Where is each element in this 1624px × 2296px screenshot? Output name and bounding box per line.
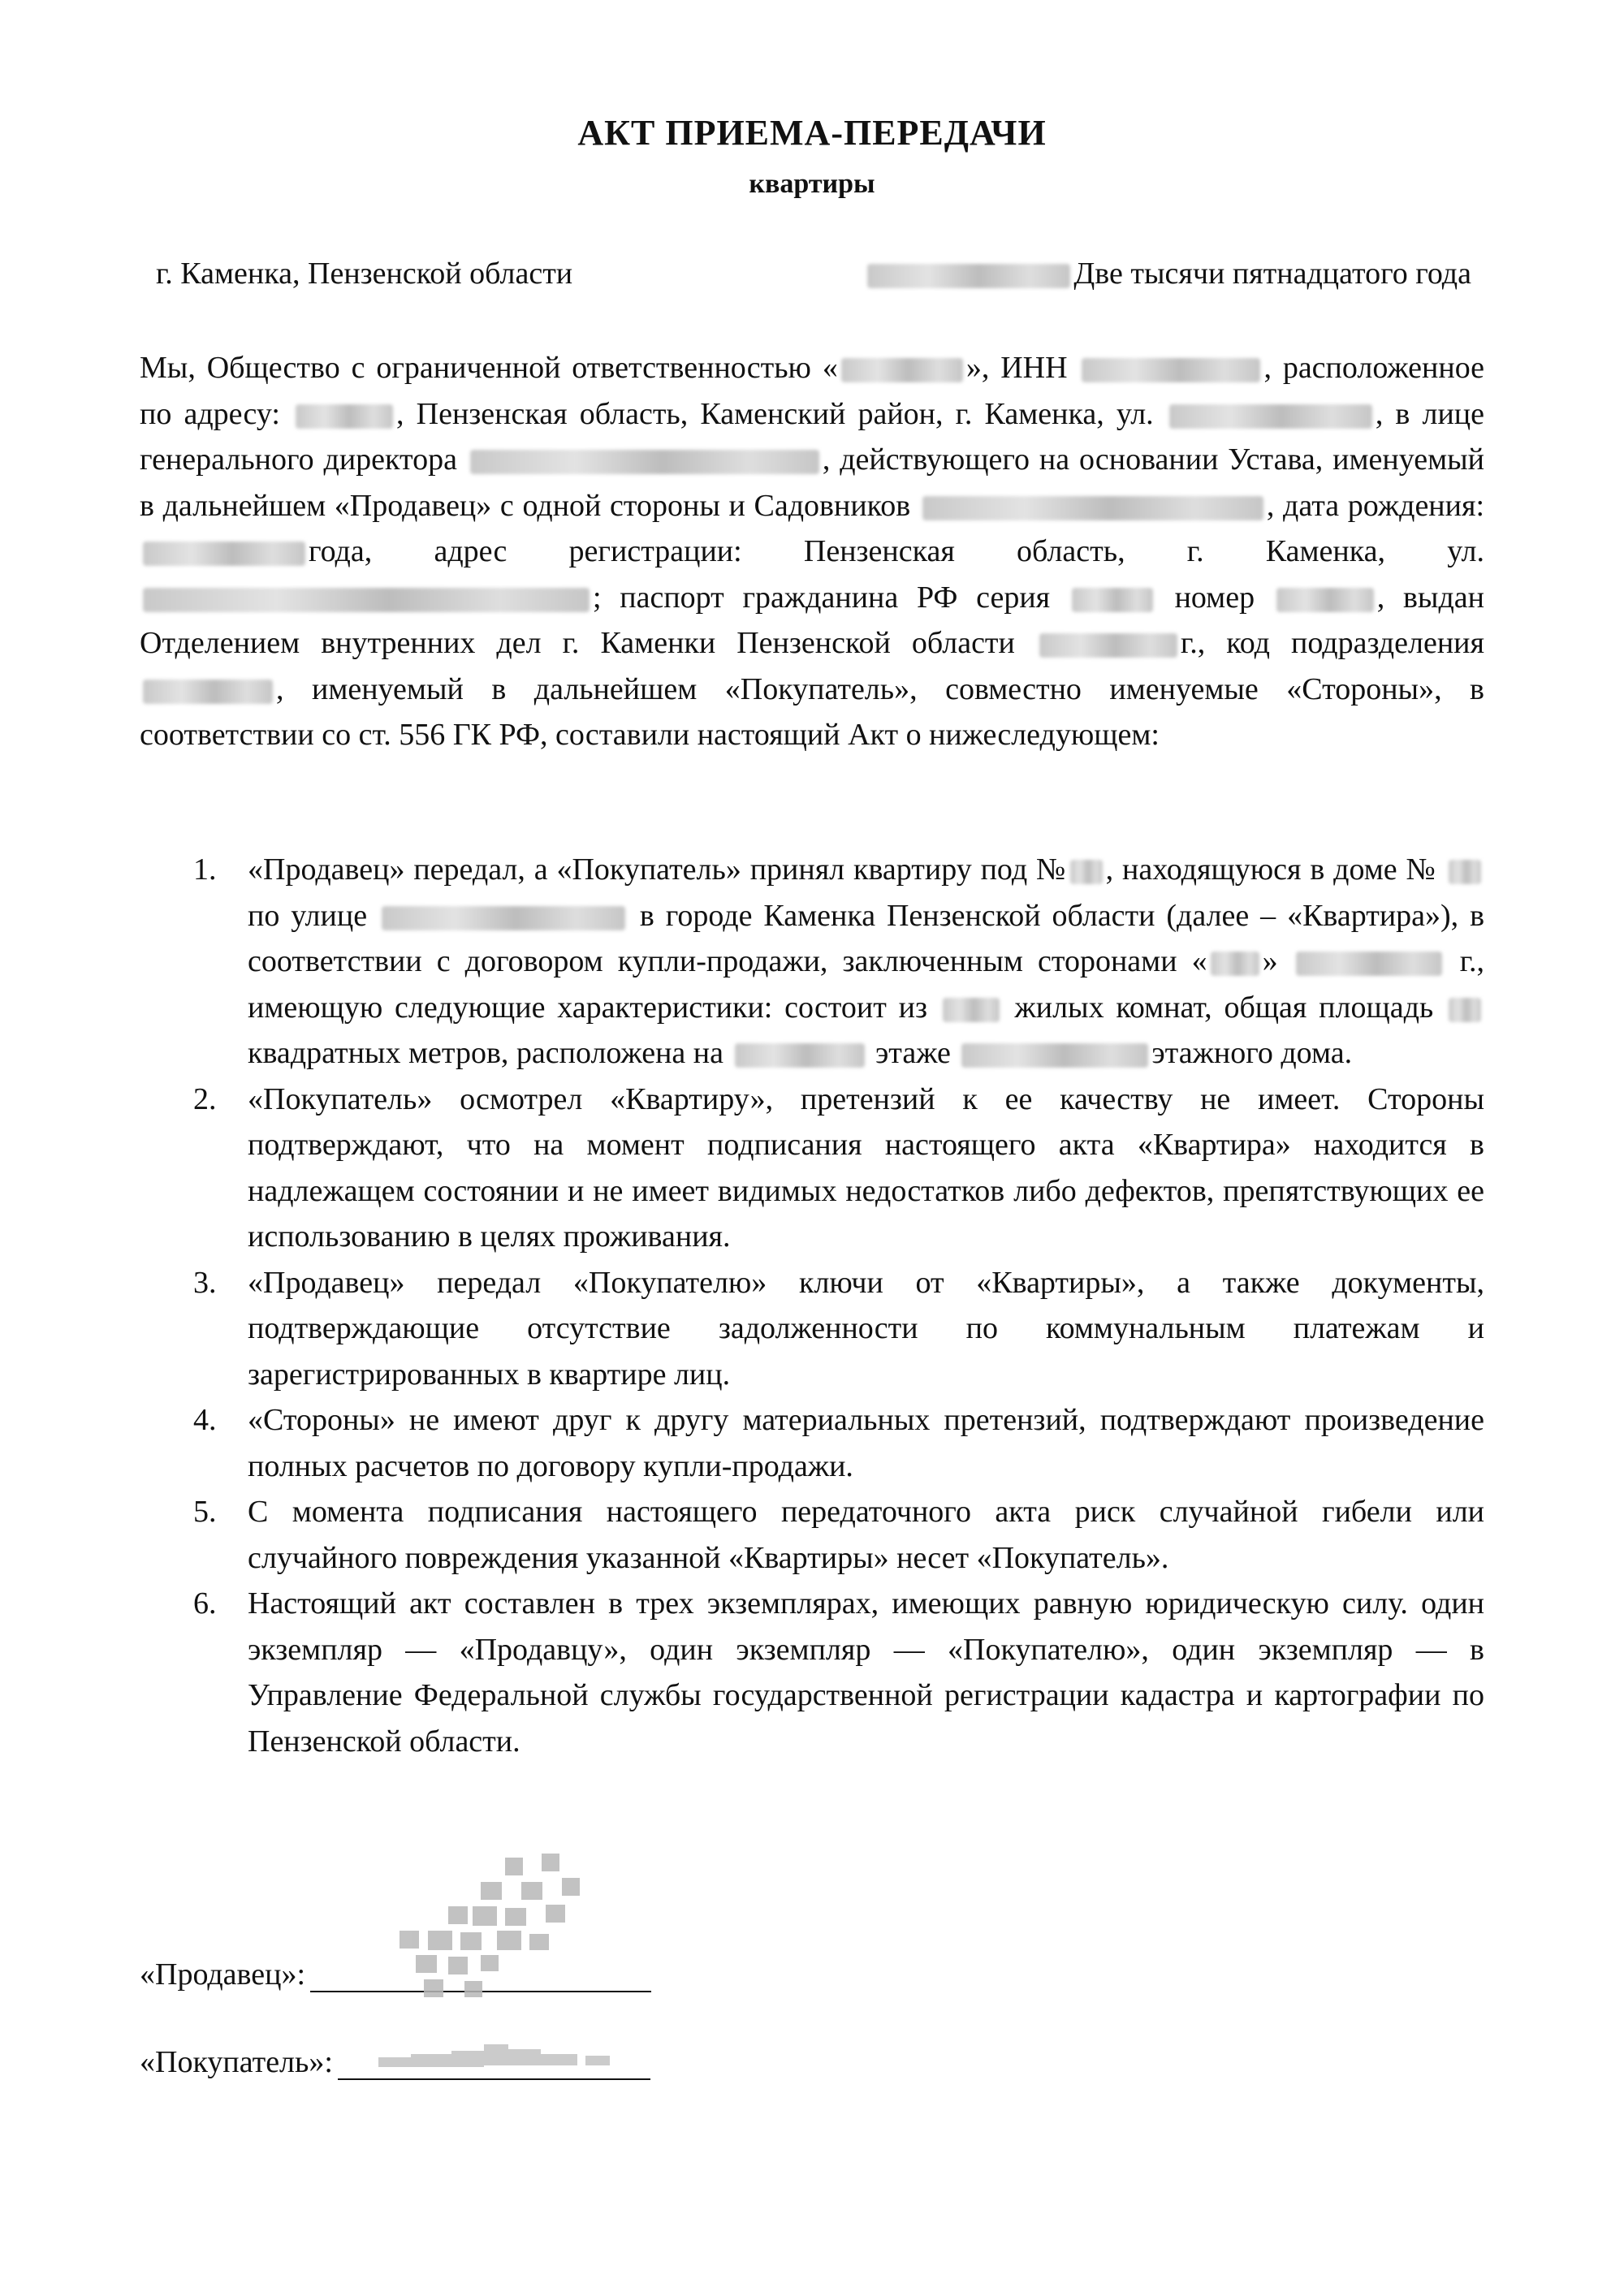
- redacted-field: [1449, 860, 1481, 884]
- date-text: Две тысячи пятнадцатого года: [1073, 257, 1471, 291]
- redacted-field: [1070, 860, 1103, 884]
- preamble-text: , Пензенская область, Каменский район, г. Каменка, ул.: [396, 396, 1154, 431]
- preamble-text: года, адрес регистрации: Пензенская область, г. Каменка, ул.: [309, 534, 1484, 568]
- preamble-text: Мы, Общество с ограниченной ответственностью «: [140, 351, 838, 385]
- buyer-signature-mark: [378, 2041, 638, 2082]
- redacted-field: [470, 450, 819, 474]
- seller-signature-line: [310, 1963, 651, 1992]
- seller-signature-mark: [383, 1849, 676, 2012]
- redacted-field: [143, 588, 590, 612]
- clause-text: «Продавец» передал, а «Покупатель» принял квартиру под №: [248, 852, 1067, 887]
- document-place: г. Каменка, Пензенской области: [156, 257, 573, 291]
- clause-number: 6.: [193, 1586, 217, 1621]
- redacted-field: [1072, 588, 1153, 612]
- redacted-field: [841, 358, 963, 382]
- clause-number: 4.: [193, 1403, 217, 1437]
- preamble-text: , действующего на основании Устава, именуемый в дальнейшем «Продавец» с одной стороны и Садовников: [140, 442, 1484, 523]
- clause-text: «Продавец» передал «Покупателю» ключи от «Квартиры», а также документы, подтверждающие отсутствие задолженности по коммунальным платежам и зарегистрированных в квартире лиц.: [248, 1265, 1484, 1392]
- buyer-signature-line: [338, 2051, 650, 2080]
- clause-item: [179, 1077, 1484, 1260]
- clause-number: 5.: [193, 1495, 217, 1529]
- clause-item: [179, 847, 1484, 1077]
- preamble-text: ; паспорт гражданина РФ серия: [593, 580, 1051, 615]
- redacted-field: [1082, 358, 1260, 382]
- clause-text: квадратных метров, расположена на: [248, 1036, 723, 1070]
- redacted-field: [867, 264, 1070, 288]
- preamble-text: , дата рождения:: [1266, 488, 1485, 523]
- buyer-label: «Покупатель»:: [140, 2045, 333, 2079]
- preamble-text: , расположенное по адресу:: [140, 351, 1485, 431]
- preamble-text: , именуемый в дальнейшем «Покупатель», совместно именуемые «Стороны», в соответствии со ст. 556 ГК РФ, составили настоящий Акт о нижеследующем:: [140, 671, 1484, 752]
- redacted-field: [1296, 952, 1442, 976]
- seller-label: «Продавец»:: [140, 1957, 306, 1992]
- clause-text: , находящуюся в доме №: [1105, 852, 1437, 887]
- document-title: АКТ ПРИЕМА-ПЕРЕДАЧИ: [577, 113, 1047, 153]
- clause-text: г., имеющую следующие характеристики: состоит из: [248, 944, 1484, 1025]
- clause-text: по улице: [248, 898, 368, 933]
- clause-text: «Стороны» не имеют друг к другу материальных претензий, подтверждают произведение полных расчетов по договору купли-продажи.: [248, 1403, 1484, 1483]
- preamble-text: , выдан Отделением внутренних дел г. Каменки Пензенской области: [140, 580, 1485, 660]
- clause-item: [179, 1260, 1484, 1398]
- redacted-field: [1276, 588, 1374, 612]
- redacted-field: [1039, 633, 1177, 658]
- clause-text: Настоящий акт составлен в трех экземплярах, имеющих равную юридическую силу. один экземпляр — «Продавцу», один экземпляр — «Покупателю», один экземпляр — в Управление Федеральной службы государственной регистрации кадастра и картографии по Пензенской области.: [248, 1586, 1484, 1759]
- preamble-text: , в лице генерального директора: [140, 396, 1485, 477]
- clause-text: »: [1262, 944, 1278, 978]
- redacted-field: [382, 906, 625, 930]
- redacted-field: [1211, 952, 1259, 976]
- preamble-paragraph: [140, 345, 1484, 758]
- redacted-field: [943, 998, 1000, 1022]
- redacted-field: [143, 680, 273, 704]
- clause-item: [179, 1489, 1484, 1581]
- clause-text: этаже: [875, 1036, 951, 1070]
- clause-text: этажного дома.: [1151, 1036, 1353, 1070]
- redacted-field: [1449, 998, 1481, 1022]
- document-date: [864, 256, 1471, 291]
- document-subtitle: квартиры: [749, 169, 875, 199]
- preamble-text: номер: [1174, 580, 1255, 615]
- seller-signature-row: [140, 1957, 651, 1992]
- clause-text: жилых комнат, общая площадь: [1014, 990, 1434, 1025]
- clause-item: [179, 1581, 1484, 1764]
- clause-text: в городе Каменка Пензенской области (далее – «Квартира»), в соответствии с договором купли-продажи, заключенным сторонами «: [248, 898, 1485, 978]
- clause-number: 2.: [193, 1081, 217, 1116]
- redacted-field: [961, 1043, 1148, 1068]
- buyer-signature-row: [140, 2044, 650, 2080]
- redacted-field: [143, 542, 305, 566]
- redacted-field: [735, 1043, 865, 1068]
- clause-item: [179, 1397, 1484, 1489]
- clause-text: «Покупатель» осмотрел «Квартиру», претензий к ее качеству не имеет. Стороны подтверждают, что на момент подписания настоящего акта «Квартира» находится в надлежащем состоянии и не имеет видимых недостатков либо дефектов, препятствующих ее использованию в целях проживания.: [248, 1081, 1484, 1254]
- preamble-text: », ИНН: [965, 351, 1068, 385]
- redacted-field: [1169, 404, 1372, 429]
- clauses-list: [179, 847, 1484, 1764]
- redacted-field: [296, 404, 393, 429]
- clause-number: 1.: [193, 852, 217, 887]
- clause-text: С момента подписания настоящего передаточного акта риск случайной гибели или случайного повреждения указанной «Квартиры» несет «Покупатель».: [248, 1495, 1484, 1575]
- redacted-field: [922, 496, 1263, 520]
- preamble-text: г., код подразделения: [1180, 626, 1484, 660]
- clause-number: 3.: [193, 1265, 217, 1300]
